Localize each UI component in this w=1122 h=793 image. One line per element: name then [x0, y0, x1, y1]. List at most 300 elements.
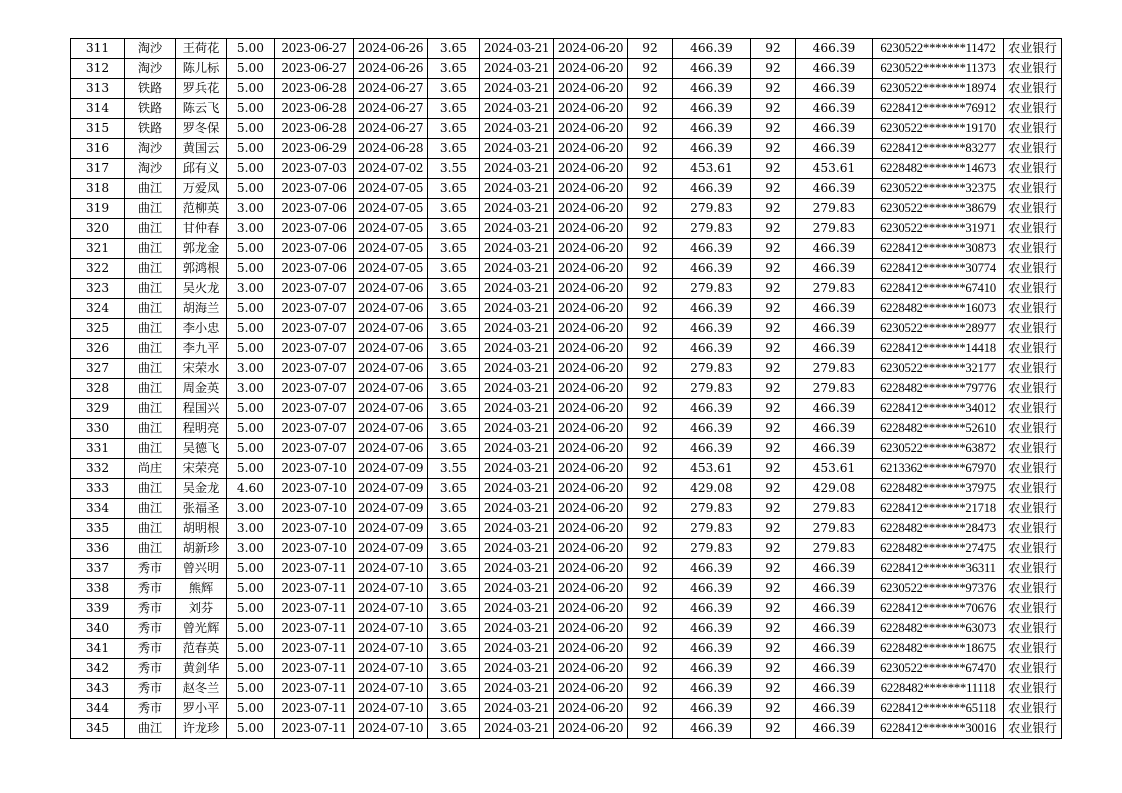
days-cell-2: 92	[751, 259, 796, 279]
interest-cell: 466.39	[673, 139, 751, 159]
period-start-cell: 2024-03-21	[480, 479, 554, 499]
period-start-cell: 2024-03-21	[480, 319, 554, 339]
interest-cell-2: 466.39	[796, 699, 873, 719]
seq-cell: 335	[71, 519, 125, 539]
location-cell: 秀市	[125, 619, 176, 639]
amount-cell: 5.00	[227, 179, 275, 199]
seq-cell: 312	[71, 59, 125, 79]
start-date-cell: 2023-07-07	[275, 359, 354, 379]
rate-cell: 3.65	[428, 259, 480, 279]
period-start-cell: 2024-03-21	[480, 659, 554, 679]
seq-cell: 313	[71, 79, 125, 99]
seq-cell: 339	[71, 599, 125, 619]
interest-cell: 279.83	[673, 279, 751, 299]
interest-cell-2: 466.39	[796, 419, 873, 439]
period-end-cell: 2024-06-20	[554, 39, 628, 59]
end-date-cell: 2024-06-27	[354, 99, 428, 119]
rate-cell: 3.65	[428, 539, 480, 559]
amount-cell: 3.00	[227, 219, 275, 239]
end-date-cell: 2024-07-10	[354, 579, 428, 599]
start-date-cell: 2023-07-06	[275, 199, 354, 219]
account-cell: 6228412*******30774	[873, 259, 1004, 279]
period-start-cell: 2024-03-21	[480, 139, 554, 159]
interest-cell: 466.39	[673, 699, 751, 719]
days-cell: 92	[628, 299, 673, 319]
interest-cell-2: 279.83	[796, 199, 873, 219]
period-end-cell: 2024-06-20	[554, 419, 628, 439]
name-cell: 宋荣水	[176, 359, 227, 379]
account-cell: 6228482*******16073	[873, 299, 1004, 319]
interest-cell-2: 466.39	[796, 319, 873, 339]
name-cell: 范春英	[176, 639, 227, 659]
interest-cell: 279.83	[673, 379, 751, 399]
start-date-cell: 2023-07-07	[275, 279, 354, 299]
amount-cell: 5.00	[227, 659, 275, 679]
location-cell: 曲江	[125, 379, 176, 399]
account-cell: 6228412*******83277	[873, 139, 1004, 159]
rate-cell: 3.65	[428, 139, 480, 159]
name-cell: 罗兵花	[176, 79, 227, 99]
period-start-cell: 2024-03-21	[480, 119, 554, 139]
interest-cell-2: 466.39	[796, 179, 873, 199]
name-cell: 万爱凤	[176, 179, 227, 199]
table-row	[71, 539, 1062, 559]
table-row	[71, 259, 1062, 279]
amount-cell: 5.00	[227, 159, 275, 179]
start-date-cell: 2023-07-07	[275, 419, 354, 439]
rate-cell: 3.65	[428, 659, 480, 679]
period-start-cell: 2024-03-21	[480, 79, 554, 99]
start-date-cell: 2023-07-07	[275, 379, 354, 399]
interest-cell: 279.83	[673, 359, 751, 379]
interest-cell-2: 466.39	[796, 99, 873, 119]
table-row	[71, 139, 1062, 159]
name-cell: 黄国云	[176, 139, 227, 159]
end-date-cell: 2024-07-10	[354, 639, 428, 659]
period-start-cell: 2024-03-21	[480, 599, 554, 619]
bank-cell: 农业银行	[1004, 39, 1062, 59]
bank-cell: 农业银行	[1004, 439, 1062, 459]
location-cell: 淘沙	[125, 59, 176, 79]
end-date-cell: 2024-07-06	[354, 279, 428, 299]
name-cell: 胡明根	[176, 519, 227, 539]
location-cell: 曲江	[125, 219, 176, 239]
bank-cell: 农业银行	[1004, 299, 1062, 319]
interest-cell: 466.39	[673, 299, 751, 319]
rate-cell: 3.65	[428, 79, 480, 99]
location-cell: 秀市	[125, 639, 176, 659]
amount-cell: 5.00	[227, 419, 275, 439]
rate-cell: 3.65	[428, 179, 480, 199]
location-cell: 曲江	[125, 259, 176, 279]
location-cell: 曲江	[125, 279, 176, 299]
rate-cell: 3.65	[428, 339, 480, 359]
account-cell: 6228482*******18675	[873, 639, 1004, 659]
seq-cell: 326	[71, 339, 125, 359]
days-cell-2: 92	[751, 419, 796, 439]
end-date-cell: 2024-07-10	[354, 599, 428, 619]
period-start-cell: 2024-03-21	[480, 339, 554, 359]
name-cell: 胡新珍	[176, 539, 227, 559]
days-cell: 92	[628, 159, 673, 179]
rate-cell: 3.65	[428, 399, 480, 419]
start-date-cell: 2023-07-06	[275, 179, 354, 199]
bank-cell: 农业银行	[1004, 719, 1062, 739]
period-start-cell: 2024-03-21	[480, 619, 554, 639]
location-cell: 曲江	[125, 519, 176, 539]
location-cell: 曲江	[125, 179, 176, 199]
bank-cell: 农业银行	[1004, 119, 1062, 139]
days-cell-2: 92	[751, 699, 796, 719]
interest-cell: 466.39	[673, 179, 751, 199]
end-date-cell: 2024-07-05	[354, 259, 428, 279]
bank-cell: 农业银行	[1004, 419, 1062, 439]
seq-cell: 336	[71, 539, 125, 559]
period-end-cell: 2024-06-20	[554, 79, 628, 99]
interest-cell-2: 453.61	[796, 459, 873, 479]
end-date-cell: 2024-07-06	[354, 419, 428, 439]
account-cell: 6228412*******21718	[873, 499, 1004, 519]
period-end-cell: 2024-06-20	[554, 179, 628, 199]
days-cell: 92	[628, 139, 673, 159]
interest-cell: 466.39	[673, 259, 751, 279]
name-cell: 张福圣	[176, 499, 227, 519]
table-body	[71, 39, 1062, 739]
days-cell: 92	[628, 519, 673, 539]
end-date-cell: 2024-07-06	[354, 339, 428, 359]
seq-cell: 325	[71, 319, 125, 339]
start-date-cell: 2023-07-11	[275, 579, 354, 599]
days-cell: 92	[628, 39, 673, 59]
start-date-cell: 2023-07-10	[275, 539, 354, 559]
period-end-cell: 2024-06-20	[554, 159, 628, 179]
period-end-cell: 2024-06-20	[554, 219, 628, 239]
days-cell-2: 92	[751, 339, 796, 359]
bank-cell: 农业银行	[1004, 99, 1062, 119]
bank-cell: 农业银行	[1004, 139, 1062, 159]
rate-cell: 3.65	[428, 619, 480, 639]
table-row	[71, 719, 1062, 739]
start-date-cell: 2023-07-07	[275, 339, 354, 359]
interest-cell-2: 466.39	[796, 559, 873, 579]
name-cell: 罗冬保	[176, 119, 227, 139]
table-row	[71, 579, 1062, 599]
amount-cell: 5.00	[227, 699, 275, 719]
days-cell-2: 92	[751, 379, 796, 399]
rate-cell: 3.65	[428, 239, 480, 259]
interest-cell: 279.83	[673, 199, 751, 219]
bank-cell: 农业银行	[1004, 499, 1062, 519]
table-row	[71, 399, 1062, 419]
seq-cell: 315	[71, 119, 125, 139]
days-cell: 92	[628, 679, 673, 699]
account-cell: 6230522*******32177	[873, 359, 1004, 379]
amount-cell: 3.00	[227, 499, 275, 519]
interest-cell-2: 466.39	[796, 679, 873, 699]
days-cell: 92	[628, 419, 673, 439]
seq-cell: 320	[71, 219, 125, 239]
period-start-cell: 2024-03-21	[480, 459, 554, 479]
name-cell: 甘仲春	[176, 219, 227, 239]
rate-cell: 3.65	[428, 119, 480, 139]
period-start-cell: 2024-03-21	[480, 679, 554, 699]
days-cell: 92	[628, 559, 673, 579]
days-cell-2: 92	[751, 519, 796, 539]
account-cell: 6228482*******11118	[873, 679, 1004, 699]
period-end-cell: 2024-06-20	[554, 359, 628, 379]
start-date-cell: 2023-07-11	[275, 699, 354, 719]
days-cell: 92	[628, 59, 673, 79]
amount-cell: 5.00	[227, 679, 275, 699]
name-cell: 李小忠	[176, 319, 227, 339]
rate-cell: 3.65	[428, 639, 480, 659]
table-row	[71, 219, 1062, 239]
location-cell: 秀市	[125, 679, 176, 699]
location-cell: 曲江	[125, 719, 176, 739]
amount-cell: 5.00	[227, 119, 275, 139]
location-cell: 曲江	[125, 419, 176, 439]
days-cell-2: 92	[751, 299, 796, 319]
table-row	[71, 459, 1062, 479]
table-row	[71, 599, 1062, 619]
rate-cell: 3.65	[428, 419, 480, 439]
table-row	[71, 59, 1062, 79]
account-cell: 6228482*******63073	[873, 619, 1004, 639]
table-row	[71, 359, 1062, 379]
end-date-cell: 2024-06-26	[354, 59, 428, 79]
days-cell: 92	[628, 619, 673, 639]
interest-cell: 466.39	[673, 59, 751, 79]
days-cell: 92	[628, 439, 673, 459]
amount-cell: 5.00	[227, 639, 275, 659]
days-cell: 92	[628, 259, 673, 279]
start-date-cell: 2023-07-06	[275, 259, 354, 279]
end-date-cell: 2024-07-10	[354, 699, 428, 719]
start-date-cell: 2023-07-10	[275, 459, 354, 479]
end-date-cell: 2024-07-06	[354, 299, 428, 319]
days-cell-2: 92	[751, 99, 796, 119]
end-date-cell: 2024-07-09	[354, 459, 428, 479]
name-cell: 吴德飞	[176, 439, 227, 459]
end-date-cell: 2024-07-10	[354, 679, 428, 699]
interest-cell: 466.39	[673, 419, 751, 439]
seq-cell: 343	[71, 679, 125, 699]
amount-cell: 5.00	[227, 579, 275, 599]
period-end-cell: 2024-06-20	[554, 139, 628, 159]
start-date-cell: 2023-07-07	[275, 399, 354, 419]
account-cell: 6228482*******28473	[873, 519, 1004, 539]
interest-cell: 466.39	[673, 579, 751, 599]
end-date-cell: 2024-07-05	[354, 179, 428, 199]
interest-cell: 466.39	[673, 239, 751, 259]
table-row	[71, 119, 1062, 139]
days-cell: 92	[628, 639, 673, 659]
interest-cell: 466.39	[673, 319, 751, 339]
seq-cell: 317	[71, 159, 125, 179]
rate-cell: 3.65	[428, 59, 480, 79]
period-end-cell: 2024-06-20	[554, 719, 628, 739]
period-start-cell: 2024-03-21	[480, 539, 554, 559]
end-date-cell: 2024-07-10	[354, 719, 428, 739]
interest-cell-2: 279.83	[796, 219, 873, 239]
name-cell: 王荷花	[176, 39, 227, 59]
table-row	[71, 199, 1062, 219]
table-row	[71, 159, 1062, 179]
account-cell: 6230522*******38679	[873, 199, 1004, 219]
start-date-cell: 2023-07-10	[275, 519, 354, 539]
account-cell: 6230522*******28977	[873, 319, 1004, 339]
period-end-cell: 2024-06-20	[554, 379, 628, 399]
period-end-cell: 2024-06-20	[554, 439, 628, 459]
start-date-cell: 2023-07-11	[275, 639, 354, 659]
period-start-cell: 2024-03-21	[480, 579, 554, 599]
interest-cell-2: 466.39	[796, 59, 873, 79]
rate-cell: 3.65	[428, 359, 480, 379]
location-cell: 秀市	[125, 699, 176, 719]
period-end-cell: 2024-06-20	[554, 679, 628, 699]
period-start-cell: 2024-03-21	[480, 719, 554, 739]
amount-cell: 3.00	[227, 379, 275, 399]
account-cell: 6230522*******63872	[873, 439, 1004, 459]
bank-cell: 农业银行	[1004, 279, 1062, 299]
location-cell: 秀市	[125, 599, 176, 619]
rate-cell: 3.65	[428, 279, 480, 299]
days-cell: 92	[628, 219, 673, 239]
amount-cell: 5.00	[227, 319, 275, 339]
days-cell-2: 92	[751, 439, 796, 459]
name-cell: 罗小平	[176, 699, 227, 719]
interest-cell-2: 453.61	[796, 159, 873, 179]
account-cell: 6228482*******79776	[873, 379, 1004, 399]
bank-cell: 农业银行	[1004, 59, 1062, 79]
amount-cell: 5.00	[227, 79, 275, 99]
interest-cell: 466.39	[673, 719, 751, 739]
period-start-cell: 2024-03-21	[480, 519, 554, 539]
account-cell: 6228412*******30016	[873, 719, 1004, 739]
bank-cell: 农业银行	[1004, 379, 1062, 399]
days-cell-2: 92	[751, 39, 796, 59]
days-cell: 92	[628, 399, 673, 419]
seq-cell: 329	[71, 399, 125, 419]
amount-cell: 5.00	[227, 59, 275, 79]
table-row	[71, 319, 1062, 339]
location-cell: 曲江	[125, 439, 176, 459]
start-date-cell: 2023-06-29	[275, 139, 354, 159]
period-end-cell: 2024-06-20	[554, 539, 628, 559]
days-cell-2: 92	[751, 639, 796, 659]
amount-cell: 5.00	[227, 259, 275, 279]
start-date-cell: 2023-07-11	[275, 659, 354, 679]
period-end-cell: 2024-06-20	[554, 519, 628, 539]
bank-cell: 农业银行	[1004, 479, 1062, 499]
interest-cell-2: 466.39	[796, 439, 873, 459]
days-cell-2: 92	[751, 139, 796, 159]
seq-cell: 334	[71, 499, 125, 519]
account-cell: 6230522*******31971	[873, 219, 1004, 239]
period-end-cell: 2024-06-20	[554, 659, 628, 679]
interest-cell-2: 466.39	[796, 599, 873, 619]
name-cell: 吴金龙	[176, 479, 227, 499]
period-start-cell: 2024-03-21	[480, 239, 554, 259]
start-date-cell: 2023-07-11	[275, 619, 354, 639]
period-end-cell: 2024-06-20	[554, 399, 628, 419]
end-date-cell: 2024-07-05	[354, 219, 428, 239]
account-cell: 6228412*******67410	[873, 279, 1004, 299]
table-row	[71, 239, 1062, 259]
interest-cell-2: 466.39	[796, 579, 873, 599]
period-end-cell: 2024-06-20	[554, 59, 628, 79]
rate-cell: 3.55	[428, 159, 480, 179]
period-start-cell: 2024-03-21	[480, 199, 554, 219]
seq-cell: 324	[71, 299, 125, 319]
name-cell: 宋荣亮	[176, 459, 227, 479]
amount-cell: 5.00	[227, 619, 275, 639]
period-end-cell: 2024-06-20	[554, 319, 628, 339]
days-cell: 92	[628, 99, 673, 119]
period-end-cell: 2024-06-20	[554, 119, 628, 139]
seq-cell: 342	[71, 659, 125, 679]
rate-cell: 3.65	[428, 559, 480, 579]
rate-cell: 3.65	[428, 499, 480, 519]
table-row	[71, 559, 1062, 579]
rate-cell: 3.65	[428, 599, 480, 619]
data-table	[70, 38, 1062, 739]
amount-cell: 3.00	[227, 539, 275, 559]
amount-cell: 5.00	[227, 719, 275, 739]
days-cell-2: 92	[751, 159, 796, 179]
start-date-cell: 2023-06-28	[275, 79, 354, 99]
name-cell: 李九平	[176, 339, 227, 359]
end-date-cell: 2024-07-10	[354, 559, 428, 579]
interest-cell-2: 466.39	[796, 259, 873, 279]
rate-cell: 3.55	[428, 459, 480, 479]
period-end-cell: 2024-06-20	[554, 699, 628, 719]
table-row	[71, 619, 1062, 639]
account-cell: 6228412*******30873	[873, 239, 1004, 259]
period-end-cell: 2024-06-20	[554, 239, 628, 259]
bank-cell: 农业银行	[1004, 679, 1062, 699]
start-date-cell: 2023-07-10	[275, 499, 354, 519]
interest-cell-2: 466.39	[796, 639, 873, 659]
table-row	[71, 679, 1062, 699]
end-date-cell: 2024-06-27	[354, 79, 428, 99]
days-cell: 92	[628, 119, 673, 139]
seq-cell: 331	[71, 439, 125, 459]
bank-cell: 农业银行	[1004, 599, 1062, 619]
location-cell: 尚庄	[125, 459, 176, 479]
bank-cell: 农业银行	[1004, 539, 1062, 559]
interest-cell: 466.39	[673, 559, 751, 579]
amount-cell: 5.00	[227, 439, 275, 459]
table-row	[71, 659, 1062, 679]
days-cell: 92	[628, 379, 673, 399]
period-end-cell: 2024-06-20	[554, 259, 628, 279]
end-date-cell: 2024-06-26	[354, 39, 428, 59]
bank-cell: 农业银行	[1004, 199, 1062, 219]
bank-cell: 农业银行	[1004, 339, 1062, 359]
location-cell: 曲江	[125, 359, 176, 379]
days-cell-2: 92	[751, 539, 796, 559]
bank-cell: 农业银行	[1004, 319, 1062, 339]
name-cell: 范柳英	[176, 199, 227, 219]
days-cell-2: 92	[751, 399, 796, 419]
interest-cell: 466.39	[673, 439, 751, 459]
interest-cell-2: 466.39	[796, 299, 873, 319]
seq-cell: 316	[71, 139, 125, 159]
period-end-cell: 2024-06-20	[554, 299, 628, 319]
seq-cell: 333	[71, 479, 125, 499]
location-cell: 曲江	[125, 479, 176, 499]
